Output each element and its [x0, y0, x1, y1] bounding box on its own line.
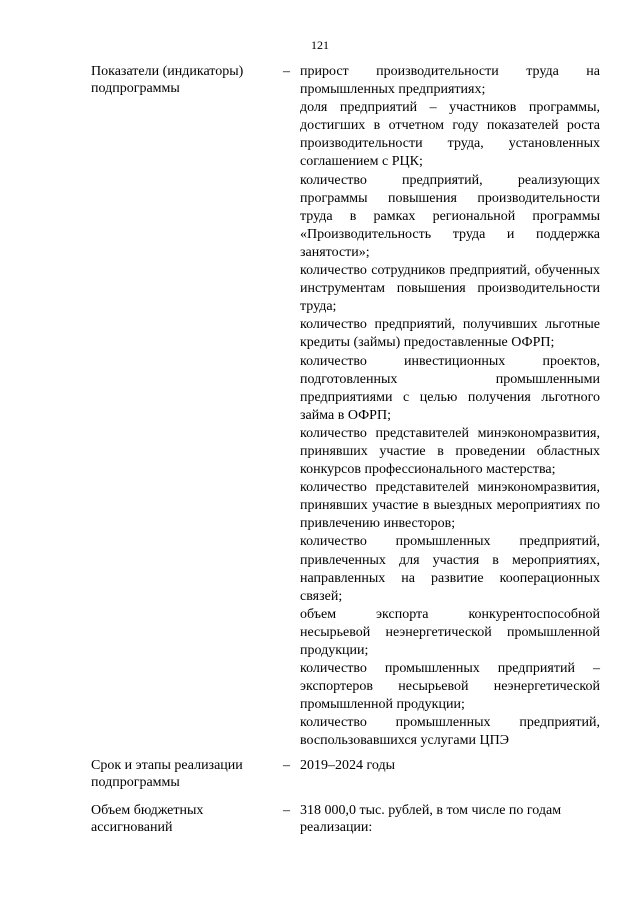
- indicator-item: количество представителей минэкономразвития, принявших участие в проведении областных конкурсов профессионального мастерства;: [300, 425, 600, 478]
- period-value: 2019–2024 годы: [300, 758, 396, 773]
- indicator-item: количество промышленных предприятий, привлеченных для участия в мероприятиях, направленных на развитие кооперационных связей;: [300, 534, 600, 604]
- indicator-item: объем экспорта конкурентоспособной несырьевой неэнергетической промышленной продукции;: [300, 606, 600, 658]
- budget-label: Объем бюджетных ассигнований: [91, 803, 204, 835]
- indicator-item: количество промышленных предприятий – экспортеров несырьевой неэнергетической промышленной продукции;: [300, 661, 600, 713]
- indicators-list: [300, 63, 600, 751]
- indicator-item: доля предприятий – участников программы, достигших в отчетном году показателей роста производительности труда, установленных соглашением с РЦК;: [300, 100, 600, 170]
- budget-dash: –: [283, 803, 290, 818]
- budget-value: 318 000,0 тыс. рублей, в том числе по годам реализации:: [300, 803, 562, 835]
- indicator-item: количество предприятий, реализующих программы повышения производительности труда в рамках региональной программы «Производительность труда и поддержка занятости»;: [300, 172, 600, 260]
- page-number: 121: [311, 38, 329, 52]
- period-label: Срок и этапы реализации подпрограммы: [91, 758, 243, 790]
- indicator-item: количество предприятий, получивших льготные кредиты (займы) предоставленные ОФРП;: [300, 317, 600, 351]
- indicators-dash: –: [283, 64, 290, 79]
- indicator-item: количество представителей минэкономразвития, принявших участие в выездных мероприятиях по привлечению инвесторов;: [300, 480, 600, 532]
- indicator-item: количество инвестиционных проектов, подготовленных промышленными предприятиями с целью получения льготного займа в ОФРП;: [300, 353, 600, 423]
- indicator-item: количество промышленных предприятий, воспользовавшихся услугами ЦПЭ: [300, 715, 600, 749]
- indicator-item: количество сотрудников предприятий, обученных инструментам повышения производительности труда;: [300, 263, 600, 315]
- period-dash: –: [283, 758, 290, 773]
- indicators-label: Показатели (индикаторы) подпрограммы: [91, 64, 244, 96]
- indicator-item: прирост производительности труда на промышленных предприятиях;: [300, 64, 600, 98]
